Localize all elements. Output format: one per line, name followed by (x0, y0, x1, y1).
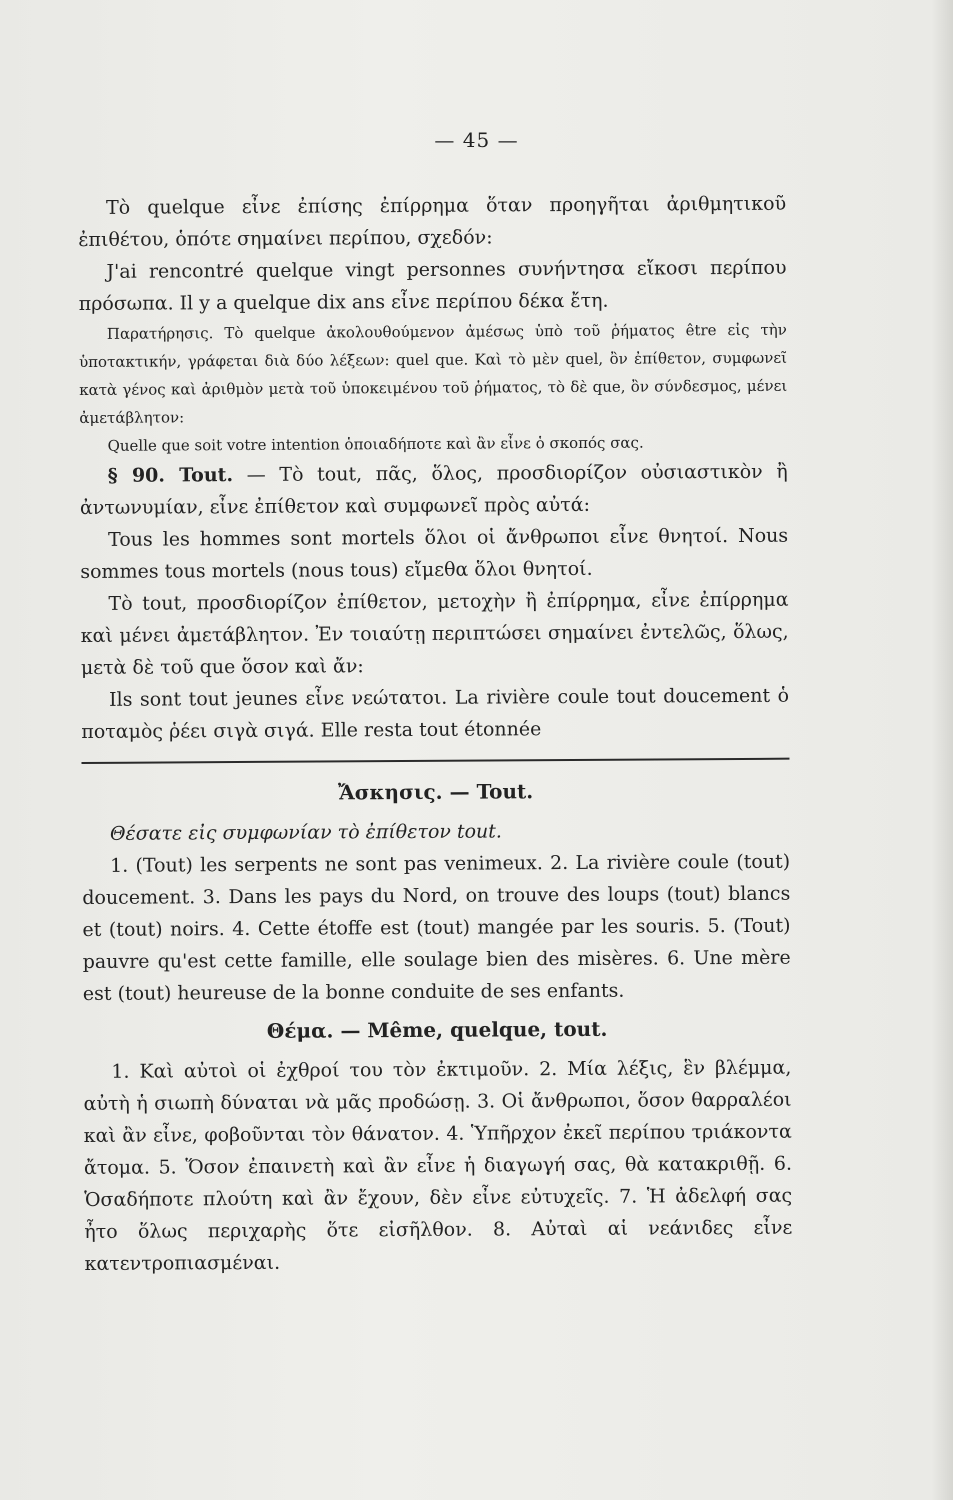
page-edge-shadow (931, 0, 953, 1500)
paragraph-quelque-adverb: Τὸ quelque εἶνε ἐπίσης ἐπίρρημα ὅταν προηγῆται ἀριθμητικοῦ ἐπιθέτου, ὁπότε σημαίνει περίπου, σχεδόν: (78, 192, 787, 251)
paragraph-quelque-examples: J'ai rencontré quelque vingt personnes συνήντησα εἴκοσι περίπου πρόσωπα. Il y a quelque dix ans εἶνε περίπου δέκα ἔτη. (78, 256, 787, 315)
note-paragraph: Παρατήρησις. Τὸ quelque ἀκολουθούμενον ἀμέσως ὑπὸ τοῦ ῥήματος être εἰς τὴν ὑποτακτικήν, γράφεται διὰ δύο λέξεων: quel que. Καὶ τὸ μὲν quel, ὂν ἐπίθετον, συμφωνεῖ κατὰ γένος καὶ ἀριθμὸν μετὰ τοῦ ὑποκειμένου τοῦ ῥήματος, τὸ δὲ que, ὂν σύνδεσμος, μένει ἀμετάβλητον: (78, 320, 788, 427)
section-90-example-2: Ils sont tout jeunes εἶνε νεώτατοι. La rivière coule tout doucement ὁ ποταμὸς ῥέει σιγὰ σιγά. Elle resta tout étonnée (81, 684, 790, 743)
page-content (78, 188, 793, 1280)
section-90-paragraph-2: Τὸ tout, προσδιορίζον ἐπίθετον, μετοχὴν ἢ ἐπίρρημα, εἶνε ἐπίρρημα καὶ μένει ἀμετάβλητον. Ἐν τοιαύτῃ περιπτώσει σημαίνει ἐντελῶς, ὅλως, μετὰ δὲ τοῦ que ὅσον καὶ ἄν: (80, 588, 789, 679)
page-number: — 45 — (434, 128, 519, 152)
section-divider (81, 758, 789, 764)
section-90-example-1: Tous les hommes sont mortels ὅλοι οἱ ἄνθρωποι εἶνε θνητοί. Nous sommes tous mortels (nous tous) εἴμεθα ὅλοι θνητοί. (80, 524, 789, 583)
section-90-text: — Τὸ tout, πᾶς, ὅλος, προσδιορίζον οὐσιαστικὸν ἢ ἀντωνυμίαν, εἶνε ἐπίθετον καὶ συμφωνεῖ πρὸς αὐτά: (79, 460, 788, 519)
note-example: Quelle que soit votre intention ὁποιαδήποτε καὶ ἂν εἶνε ὁ σκοπός σας. (107, 433, 644, 455)
exercise-instruction: Θέσατε εἰς συμφωνίαν τὸ ἐπίθετον tout. (109, 820, 502, 845)
theme-title: Θέμα. — Même, quelque, tout. (266, 1016, 608, 1043)
section-90-intro (80, 456, 788, 524)
section-90-label: § 90. Tout. (107, 464, 234, 487)
exercise-text: 1. (Tout) les serpents ne sont pas venimeux. 2. La rivière coule (tout) doucement. 3. Dans les pays du Nord, on trouve des loups (tout) blancs et (tout) noirs. 4. Cette étoffe est (tout) mangée par les souris. 5. (Tout) pauvre qu'est cette famille, elle soulage bien des misères. 6. Une mère est (tout) heureuse de la bonne conduite de ses enfants. (82, 850, 791, 1005)
theme-text: 1. Καὶ αὐτοὶ οἱ ἐχθροί του τὸν ἐκτιμοῦν. 2. Μία λέξις, ἓν βλέμμα, αὐτὴ ἡ σιωπὴ δύναται νὰ μᾶς προδώσῃ. 3. Οἱ ἄνθρωποι, ὅσον θαρραλέοι καὶ ἂν εἶνε, φοβοῦνται τὸν θάνατον. 4. Ὑπῆρχον ἐκεῖ περίπου τριάκοντα ἄτομα. 5. Ὅσον ἐπαινετὴ καὶ ἂν εἶνε ἡ διαγωγή σας, θὰ κατακριθῇ. 6. Ὁσαδήποτε πλούτη καὶ ἂν ἔχουν, δὲν εἶνε εὐτυχεῖς. 7. Ἡ ἀδελφή σας ἦτο ὅλως περιχαρὴς ὅτε εἰσῆλθον. 8. Αὐταὶ αἱ νεάνιδες εἶνε κατεντροπιασμέναι. (83, 1056, 793, 1275)
exercise-title: Ἄσκησις. — Tout. (338, 779, 534, 805)
